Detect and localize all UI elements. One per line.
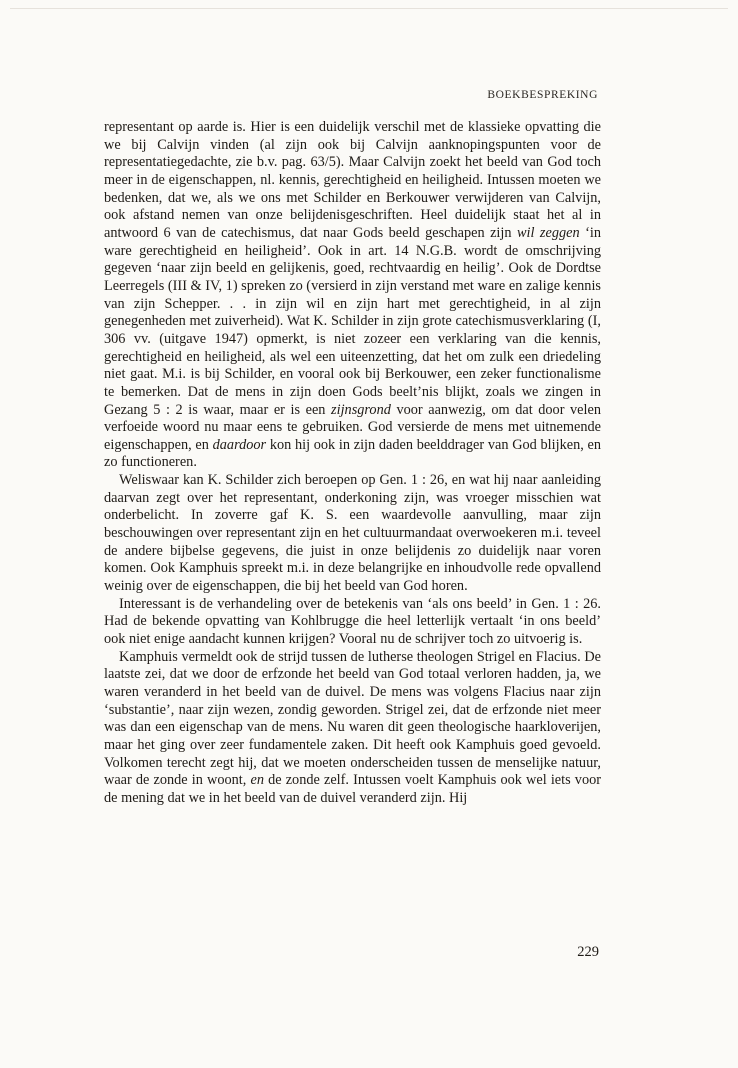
italic-text: wil zeggen — [516, 224, 580, 241]
text-run: Interessant is de verhandeling over de betekenis van ‘als ons beeld’ in Gen. 1 : 26. Had de bekende opvatting van Kohlbrugge die heel letterlijk vertaalt ‘in ons beeld’ ook niet enige aandacht kunnen krijgen? Vooral nu de schrijver toch zo uitvoerig is. — [104, 595, 601, 648]
paragraph — [104, 649, 601, 808]
italic-text: en — [250, 772, 264, 789]
running-header: BOEKBESPREKING — [487, 89, 598, 101]
article-body — [104, 119, 601, 808]
text-run: de zonde zelf. Intussen voelt Kamphuis ook wel iets voor de mening dat we in het beeld van de duivel veranderd zijn. Hij — [104, 772, 601, 806]
text-run: Kamphuis vermeldt ook de strijd tussen de lutherse theologen Strigel en Flacius. De laatste zei, dat we door de erfzonde het beeld van God totaal verloren hadden, ja, we waren veranderd in het beeld van de duivel. De mens was volgens Flacius naar zijn ‘substantie’, naar zijn wezen, zondig geworden. Strigel zei, dat de erfzonde niet meer was dan een eigenschap van de mens. Nu waren dit geen theologische haarkloverijen, maar het ging over zeer fundamentele zaken. Dit heeft ook Kamphuis goed gevoeld. Volkomen terecht zegt hij, dat we moeten onderscheiden tussen de menselijke natuur, waar de zonde in woont, — [104, 648, 601, 789]
text-run: kon hij ook in zijn daden beelddrager van God blijken, en zo functioneren. — [104, 436, 601, 471]
page-number: 229 — [577, 944, 599, 960]
text-run: Weliswaar kan K. Schilder zich beroepen op Gen. 1 : 26, en wat hij naar aanleiding daarvan zegt over het representant, onderkoning zijn, was vroeger misschien wat onderbelicht. In zoverre gaf K. S. een waardevolle aanvulling, maar zijn beschouwingen over representant zijn en het cultuurmandaat overwoekeren m.i. teveel de andere bijbelse gegevens, die juist in onze belijdenis zo duidelijk naar voren komen. Ook Kamphuis spreekt m.i. in deze belangrijke en inhoudvolle rede opvallend weinig over de eigenschappen, die bij het beeld van God horen. — [104, 472, 601, 595]
text-run: voor aanwezig, om dat door velen verfoeide woord nu maar eens te gebruiken. God versierde de mens met uitnemende eigenschappen, en — [104, 401, 601, 453]
text-run: representant op aarde is. Hier is een duidelijk verschil met de klassieke opvatting die we bij Calvijn vinden (al zijn ook bij Calvijn aanknopingspunten voor de representatiegedachte, zie b.v. pag. 63/5). Maar Calvijn zoekt het beeld van God toch meer in de eigenschappen, nl. kennis, gerechtigheid en heiligheid. Intussen moeten we bedenken, dat we, als we ons met Schilder en Berkouwer verwijderen van Calvijn, ook afstand nemen van onze belijdenisgeschriften. Heel duidelijk staat het al in antwoord 6 van de catechismus, dat naar Gods beeld geschapen zijn — [104, 119, 601, 241]
scan-edge-line — [10, 8, 728, 9]
paragraph — [104, 472, 601, 596]
text-run: ‘in ware gerechtigheid en heiligheid’. Ook in art. 14 N.G.B. wordt de omschrijving gegeven ‘naar zijn beeld en gelijkenis, goed, rechtvaardig en heilig’. Ook de Dordtse Leerregels (III & IV, 1) spreken zo (versierd in zijn verstand met ware en zalige kennis van zijn Schepper. . . in zijn wil en zijn hart met gerechtigheid, in al zijn genegenheden met zuiverheid). Wat K. Schilder in zijn grote catechismusverklaring (I, 306 vv. (uitgave 1947) opmerkt, is niet zozeer een verklaring van die kennis, gerechtigheid en heiligheid, als wel een uiteenzetting, dat het om zulk een driedeling niet gaat. M.i. is bij Schilder, en vooral ook bij Berkouwer, een zeker functionalisme te bemerken. Dat de mens in zijn doen Gods beelt’nis blijkt, zoals we zingen in Gezang 5 : 2 is waar, maar er is een — [104, 224, 601, 418]
paragraph — [104, 596, 601, 649]
paragraph — [104, 119, 601, 472]
italic-text: daardoor — [212, 436, 267, 453]
italic-text: zijnsgrond — [331, 401, 391, 418]
